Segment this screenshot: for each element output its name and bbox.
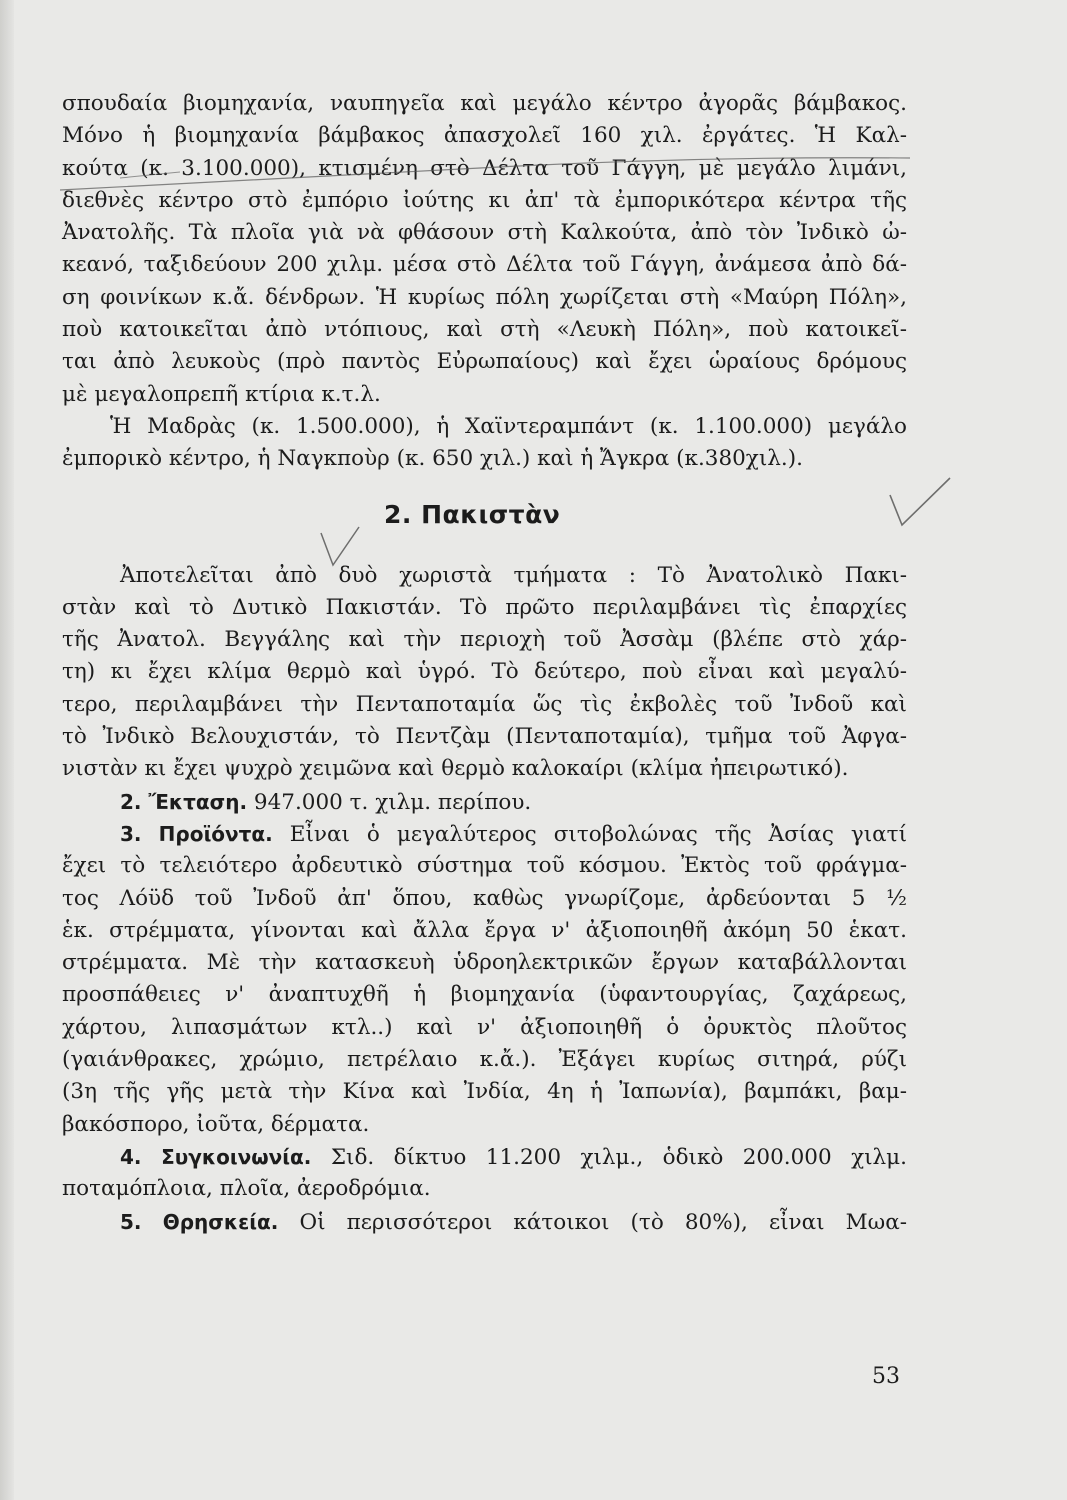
text-line: Ἀνατολῆς. Τὰ πλοῖα γιὰ νὰ φθάσουν στὴ Καλκούτα, ἀπὸ τὸν Ἰνδικὸ ὠ- xyxy=(62,220,907,246)
text-line: Ἡ Μαδρὰς (κ. 1.500.000), ἡ Χαϊντεραμπάντ (κ. 1.100.000) μεγάλο xyxy=(110,413,907,439)
item-text: Σιδ. δίκτυο 11.200 χιλμ., ὁδικὸ 200.000 χιλμ. xyxy=(330,1144,907,1170)
item-area xyxy=(62,786,907,818)
item-label: 2. Ἔκταση. xyxy=(120,789,248,814)
text-line xyxy=(62,786,907,818)
text-line: Μόνο ἡ βιομηχανία βάμβακος ἀπασχολεῖ 160 χιλ. ἐργάτες. Ἡ Καλ- xyxy=(62,123,907,149)
text-line: διεθνὲς κέντρο στὸ ἐμπόριο ἰούτης κι ἀπ' τὰ ἐμπορικότερα κέντρα τῆς xyxy=(62,187,907,213)
text-line: τερο, περιλαμβάνει τὴν Πενταποταμία ὥς τὶς ἐκβολὲς τοῦ Ἰνδοῦ καὶ xyxy=(62,691,907,717)
text-line: κούτα (κ. 3.100.000), κτισμένη στὸ Δέλτα τοῦ Γάγγη, μὲ μεγάλο λιμάνι, xyxy=(62,155,907,181)
text-line: σπουδαία βιομηχανία, ναυπηγεῖα καὶ μεγάλο κέντρο ἀγορᾶς βάμβακος. xyxy=(62,91,907,116)
section-title: 2. Πακιστὰν xyxy=(384,499,561,529)
page-binding-edge xyxy=(0,0,14,1500)
text-line: μὲ μεγαλοπρεπῆ κτίρια κ.τ.λ. xyxy=(62,381,381,407)
text-line xyxy=(62,1206,907,1238)
text-line: Ἀποτελεῖται ἀπὸ δυὸ χωριστὰ τμήματα : Τὸ Ἀνατολικὸ Πακι- xyxy=(120,562,907,588)
text-line: στὰν καὶ τὸ Δυτικὸ Πακιστάν. Τὸ πρῶτο περιλαμβάνει τὶς ἐπαρχίες xyxy=(62,594,907,620)
text-line: (γαιάνθρακες, χρώμιο, πετρέλαιο κ.ἄ.). Ἐξάγει κυρίως σιτηρά, ρύζι xyxy=(62,1047,907,1073)
text-line: νιστὰν κι ἔχει ψυχρὸ χειμῶνα καὶ θερμὸ καλοκαίρι (κλίμα ἠπειρωτικό). xyxy=(62,756,849,782)
text-line: τος Λόϋδ τοῦ Ἰνδοῦ ἀπ' ὅπου, καθὼς γνωρίζομε, ἀρδεύονται 5 ½ xyxy=(62,885,907,911)
item-label: 5. Θρησκεία. xyxy=(120,1209,279,1234)
text-line: τῆς Ἀνατολ. Βεγγάλης καὶ τὴν περιοχὴ τοῦ Ἀσσὰμ (βλέπε στὸ χάρ- xyxy=(62,627,907,653)
section-heading xyxy=(62,484,907,554)
page-body xyxy=(62,88,907,1238)
text-line: ποταμόπλοια, πλοῖα, ἀεροδρόμια. xyxy=(62,1176,431,1202)
text-line: στρέμματα. Μὲ τὴν κατασκευὴ ὑδροηλεκτρικῶν ἔργων καταβάλλονται xyxy=(62,950,907,976)
item-text: Οἱ περισσότεροι κάτοικοι (τὸ 80%), εἶναι Μωα- xyxy=(299,1209,907,1235)
text-line: βακόσπορο, ἰοῦτα, δέρματα. xyxy=(62,1111,370,1137)
item-text: Εἶναι ὁ μεγαλύτερος σιτοβολώνας τῆς Ἀσίας γιατί xyxy=(289,821,908,847)
text-line: προσπάθειες ν' ἀναπτυχθῆ ἡ βιομηχανία (ὑφαντουργίας, ζαχάρεως, xyxy=(62,982,907,1008)
text-line: τὸ Ἰνδικὸ Βελουχιστάν, τὸ Πεντζὰμ (Πενταποταμία), τμῆμα τοῦ Ἀφγα- xyxy=(62,724,907,750)
item-label: 4. Συγκοινωνία. xyxy=(120,1144,312,1169)
paragraph-other-cities xyxy=(62,411,907,476)
item-religion xyxy=(62,1206,907,1238)
item-products xyxy=(62,818,907,1141)
text-line: κεανό, ταξιδεύουν 200 χιλμ. μέσα στὸ Δέλτα τοῦ Γάγγη, ἀνάμεσα ἀπὸ δά- xyxy=(62,252,907,278)
text-line: ση φοινίκων κ.ἄ. δένδρων. Ἡ κυρίως πόλη χωρίζεται στὴ «Μαύρη Πόλη», xyxy=(62,284,907,310)
item-transport xyxy=(62,1141,907,1206)
text-line: ται ἀπὸ λευκοὺς (πρὸ παντὸς Εὐρωπαίους) καὶ ἔχει ὡραίους δρόμους xyxy=(62,349,907,375)
text-line: χάρτου, λιπασμάτων κτλ..) καὶ ν' ἀξιοποιηθῆ ὁ ὀρυκτὸς πλοῦτος xyxy=(62,1014,907,1040)
text-line: ἔχει τὸ τελειότερο ἀρδευτικὸ σύστημα τοῦ κόσμου. Ἐκτὸς τοῦ φράγμα- xyxy=(62,853,907,879)
text-line: τη) κι ἔχει κλίμα θερμὸ καὶ ὑγρό. Τὸ δεύτερο, ποὺ εἶναι καὶ μεγαλύ- xyxy=(62,659,907,685)
text-line xyxy=(62,818,907,850)
text-line: (3η τῆς γῆς μετὰ τὴν Κίνα καὶ Ἰνδία, 4η ἡ Ἰαπωνία), βαμπάκι, βαμ- xyxy=(62,1079,907,1105)
paragraph-pakistan xyxy=(62,560,907,786)
item-label: 3. Προϊόντα. xyxy=(120,821,273,846)
page-number: 53 xyxy=(872,1364,900,1389)
text-line: ποὺ κατοικεῖται ἀπὸ ντόπιους, καὶ στὴ «Λευκὴ Πόλη», ποὺ κατοικεῖ- xyxy=(62,317,907,343)
text-line: ἐμπορικὸ κέντρο, ἡ Ναγκποὺρ (κ. 650 χιλ.) καὶ ἡ Ἄγκρα (κ.380χιλ.). xyxy=(62,446,803,472)
item-text: 947.000 τ. χιλμ. περίπου. xyxy=(253,789,532,815)
text-line: ἑκ. στρέμματα, γίνονται καὶ ἄλλα ἔργα ν' ἀξιοποιηθῆ ἀκόμη 50 ἑκατ. xyxy=(62,917,907,943)
paragraph-calcutta xyxy=(62,88,907,411)
text-line xyxy=(62,1141,907,1173)
